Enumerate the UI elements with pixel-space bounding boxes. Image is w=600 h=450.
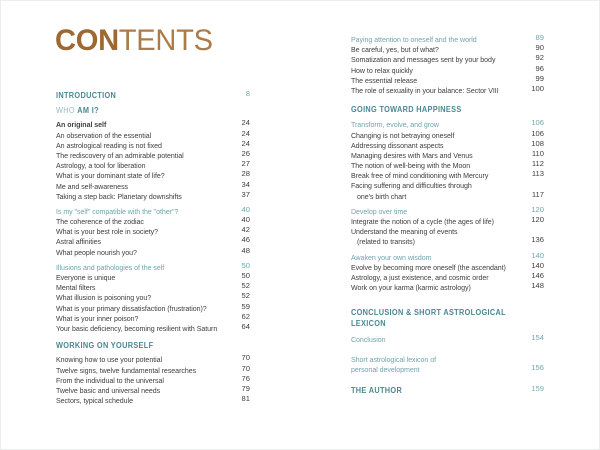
page-number: 156	[531, 363, 544, 373]
page-number: 52	[241, 291, 250, 301]
toc-entry	[56, 322, 250, 332]
entry-label: Be careful, yes, but of what?	[351, 45, 439, 55]
page-number: 79	[241, 383, 250, 393]
page-number: 113	[531, 169, 544, 179]
toc-entry	[56, 235, 250, 245]
toc-entry	[56, 180, 250, 190]
page-number: 42	[241, 225, 250, 235]
toc-entry	[351, 139, 544, 149]
toc-entry	[351, 129, 544, 139]
page-number: 40	[241, 204, 250, 214]
toc-entry	[56, 374, 250, 384]
entry-label: Break free of mind conditioning with Mercury	[351, 171, 489, 181]
entry-label: An astrological reading is not fixed	[56, 140, 162, 150]
page-number: 50	[241, 271, 250, 280]
toc-entry	[56, 394, 250, 404]
toc-entry	[351, 64, 544, 74]
page-number: 48	[241, 245, 250, 255]
toc-entry	[351, 169, 544, 179]
toc-entry	[56, 139, 250, 149]
toc-entry	[351, 271, 544, 281]
toc-subsection-header	[351, 251, 544, 261]
entry-label: Everyone is unique	[56, 273, 116, 282]
page-number: 140	[531, 260, 544, 270]
page-number: 52	[241, 281, 250, 291]
page-number: 92	[535, 53, 544, 63]
entry-label: The coherence of the zodiac	[56, 217, 144, 227]
page-number: 140	[531, 250, 544, 260]
toc-right-column	[351, 33, 544, 394]
toc-entry	[56, 271, 250, 281]
page-number: 146	[531, 270, 544, 280]
page-number: 89	[535, 33, 544, 42]
toc-subsection-header	[56, 205, 250, 215]
page-number: 100	[531, 83, 544, 93]
page-number: 34	[241, 179, 250, 189]
page-number: 76	[241, 373, 250, 383]
entry-label: Work on your karma (karmic astrology)	[351, 283, 471, 293]
entry-label: The role of sexuality in your balance: Sector VIII	[351, 85, 499, 95]
toc-entry	[56, 190, 250, 200]
entry-label: What people nourish you?	[56, 247, 137, 257]
entry-label: Evolve by becoming more oneself (the ascendant)	[351, 262, 506, 272]
page-number: 59	[241, 301, 250, 311]
entry-label: What is your primary dissatisfaction (frustration)?	[56, 303, 207, 313]
toc-entry	[351, 225, 544, 245]
entry-label: GOING TOWARD HAPPINESS	[351, 105, 462, 115]
title-light-part: TENTS	[118, 24, 213, 57]
toc-entry	[56, 384, 250, 394]
entry-label: personal development	[351, 365, 420, 375]
entry-label: Transform, evolve, and grow	[351, 120, 439, 130]
entry-label: An observation of the essential	[56, 130, 152, 140]
toc-entry	[56, 215, 250, 225]
entry-label: What is your dominant state of life?	[56, 171, 165, 181]
entry-label: Paying attention to oneself and the world	[351, 35, 477, 44]
toc-left-column	[56, 89, 250, 404]
page-number: 90	[535, 43, 544, 53]
toc-entry	[56, 364, 250, 374]
page-number: 37	[241, 189, 250, 199]
toc-section-header	[351, 384, 544, 394]
page-number: 62	[241, 311, 250, 321]
toc-section-header	[56, 104, 250, 114]
entry-label: Managing desires with Mars and Venus	[351, 150, 473, 160]
toc-entry	[56, 281, 250, 291]
page-number: 106	[531, 128, 544, 138]
entry-label: Develop over time	[351, 206, 408, 216]
page-number: 26	[241, 148, 250, 158]
entry-label: Conclusion	[351, 334, 386, 344]
entry-label: Somatization and messages sent by your body	[351, 55, 496, 65]
page-number: 96	[535, 63, 544, 73]
entry-label: From the individual to the universal	[56, 375, 164, 385]
page-number: 40	[241, 215, 250, 225]
toc-entry	[351, 43, 544, 53]
page-number: 81	[241, 394, 250, 404]
page-number: 50	[241, 260, 250, 270]
page-title	[55, 23, 213, 59]
toc-section-header	[351, 103, 544, 113]
title-bold-part: CON	[55, 24, 119, 57]
entry-label: (related to transits)	[357, 237, 415, 247]
entry-label: Changing is not betraying oneself	[351, 130, 455, 140]
entry-label: Your basic deficiency, becoming resilient with Saturn	[56, 323, 218, 333]
entry-label: Me and self-awareness	[56, 181, 129, 191]
entry-label: Short astrological lexicon of	[351, 354, 437, 364]
entry-label: one's birth chart	[357, 191, 407, 201]
toc-entry	[351, 261, 544, 271]
page-number: 27	[241, 159, 250, 169]
toc-entry	[56, 291, 250, 301]
toc-entry	[56, 169, 250, 179]
toc-entry	[351, 179, 544, 199]
page-number: 148	[531, 281, 544, 291]
toc-entry	[56, 246, 250, 256]
toc-subsection-header	[351, 205, 544, 215]
toc-entry	[56, 225, 250, 235]
toc-section-header	[56, 89, 250, 99]
entry-label: THE AUTHOR	[351, 386, 403, 396]
page-number: 159	[531, 384, 544, 394]
toc-subsection-header	[351, 33, 544, 43]
entry-label: Taking a step back: Planetary downshifts	[56, 191, 182, 201]
page-number: 136	[531, 235, 544, 245]
entry-label: The rediscovery of an admirable potential	[56, 150, 184, 160]
entry-label: How to relax quickly	[351, 65, 413, 75]
page-number: 108	[531, 138, 544, 148]
entry-label: Understand the meaning of events	[351, 227, 458, 237]
entry-label: Astrology, a just existence, and cosmic order	[351, 272, 489, 282]
entry-label: Awaken your own wisdom	[351, 252, 432, 262]
page-number: 24	[241, 138, 250, 148]
page-number: 110	[531, 148, 544, 158]
page-number: 120	[531, 215, 544, 224]
toc-subsection-header	[56, 261, 250, 271]
page-number: 120	[531, 204, 544, 214]
entry-label: Twelve signs, twelve fundamental researches	[56, 365, 197, 375]
page-number: 154	[531, 332, 544, 342]
page-number: 70	[241, 353, 250, 363]
entry-label: WORKING ON YOURSELF	[56, 341, 154, 351]
toc-subsection-header	[351, 118, 544, 128]
toc-entry	[56, 129, 250, 139]
toc-section-header	[56, 339, 250, 349]
entry-label: What illusion is poisoning you?	[56, 293, 152, 303]
toc-entry	[351, 215, 544, 225]
toc-entry	[351, 84, 544, 94]
toc-entry	[56, 302, 250, 312]
page-number: 8	[245, 89, 250, 98]
page-number: 64	[241, 321, 250, 331]
entry-label: An original self	[56, 120, 107, 130]
entry-label: Twelve basic and universal needs	[56, 385, 161, 395]
entry-label: INTRODUCTION	[56, 91, 117, 100]
page-number: 28	[241, 169, 250, 179]
toc-entry	[56, 353, 250, 363]
page-number: 70	[241, 363, 250, 373]
toc-subsection-header	[351, 353, 544, 373]
entry-label: Addressing dissonant aspects	[351, 140, 444, 150]
entry-label: Astrology, a tool for liberation	[56, 161, 146, 171]
page-number: 24	[241, 118, 250, 128]
toc-entry	[56, 159, 250, 169]
toc-section-header	[351, 306, 544, 326]
entry-label: CONCLUSION & SHORT ASTROLOGICAL	[351, 308, 506, 318]
toc-entry	[351, 149, 544, 159]
entry-label: Knowing how to use your potential	[56, 355, 163, 365]
toc-entry	[56, 312, 250, 322]
toc-entry	[56, 118, 250, 128]
page-number: 99	[535, 73, 544, 83]
entry-label: Is my "self" compatible with the "other"?	[56, 206, 179, 216]
toc-entry	[351, 74, 544, 84]
entry-label: Astral affinities	[56, 237, 102, 247]
entry-label: What is your best role in society?	[56, 227, 159, 237]
page-number: 24	[241, 128, 250, 138]
page-number: 46	[241, 235, 250, 245]
toc-entry	[351, 159, 544, 169]
entry-label: LEXICON	[351, 318, 386, 328]
page-number: 112	[531, 159, 544, 169]
toc-entry	[351, 281, 544, 291]
page-number: 106	[531, 118, 544, 128]
entry-label: The notion of well-being with the Moon	[351, 161, 471, 171]
entry-label: Illusions and pathologies of the self	[56, 262, 165, 272]
entry-label: Mental filters	[56, 283, 96, 293]
entry-label: The essential release	[351, 75, 418, 85]
entry-label: Sectors, typical schedule	[56, 396, 133, 406]
entry-label: Facing suffering and difficulties through	[351, 181, 472, 191]
entry-label: WHO AM I?	[56, 106, 99, 116]
entry-label: What is your inner poison?	[56, 313, 139, 323]
toc-entry	[56, 149, 250, 159]
toc-entry	[351, 53, 544, 63]
page-number: 117	[531, 189, 544, 199]
entry-label: Integrate the notion of a cycle (the ages of life)	[351, 217, 494, 226]
toc-subsection-header	[351, 333, 544, 343]
